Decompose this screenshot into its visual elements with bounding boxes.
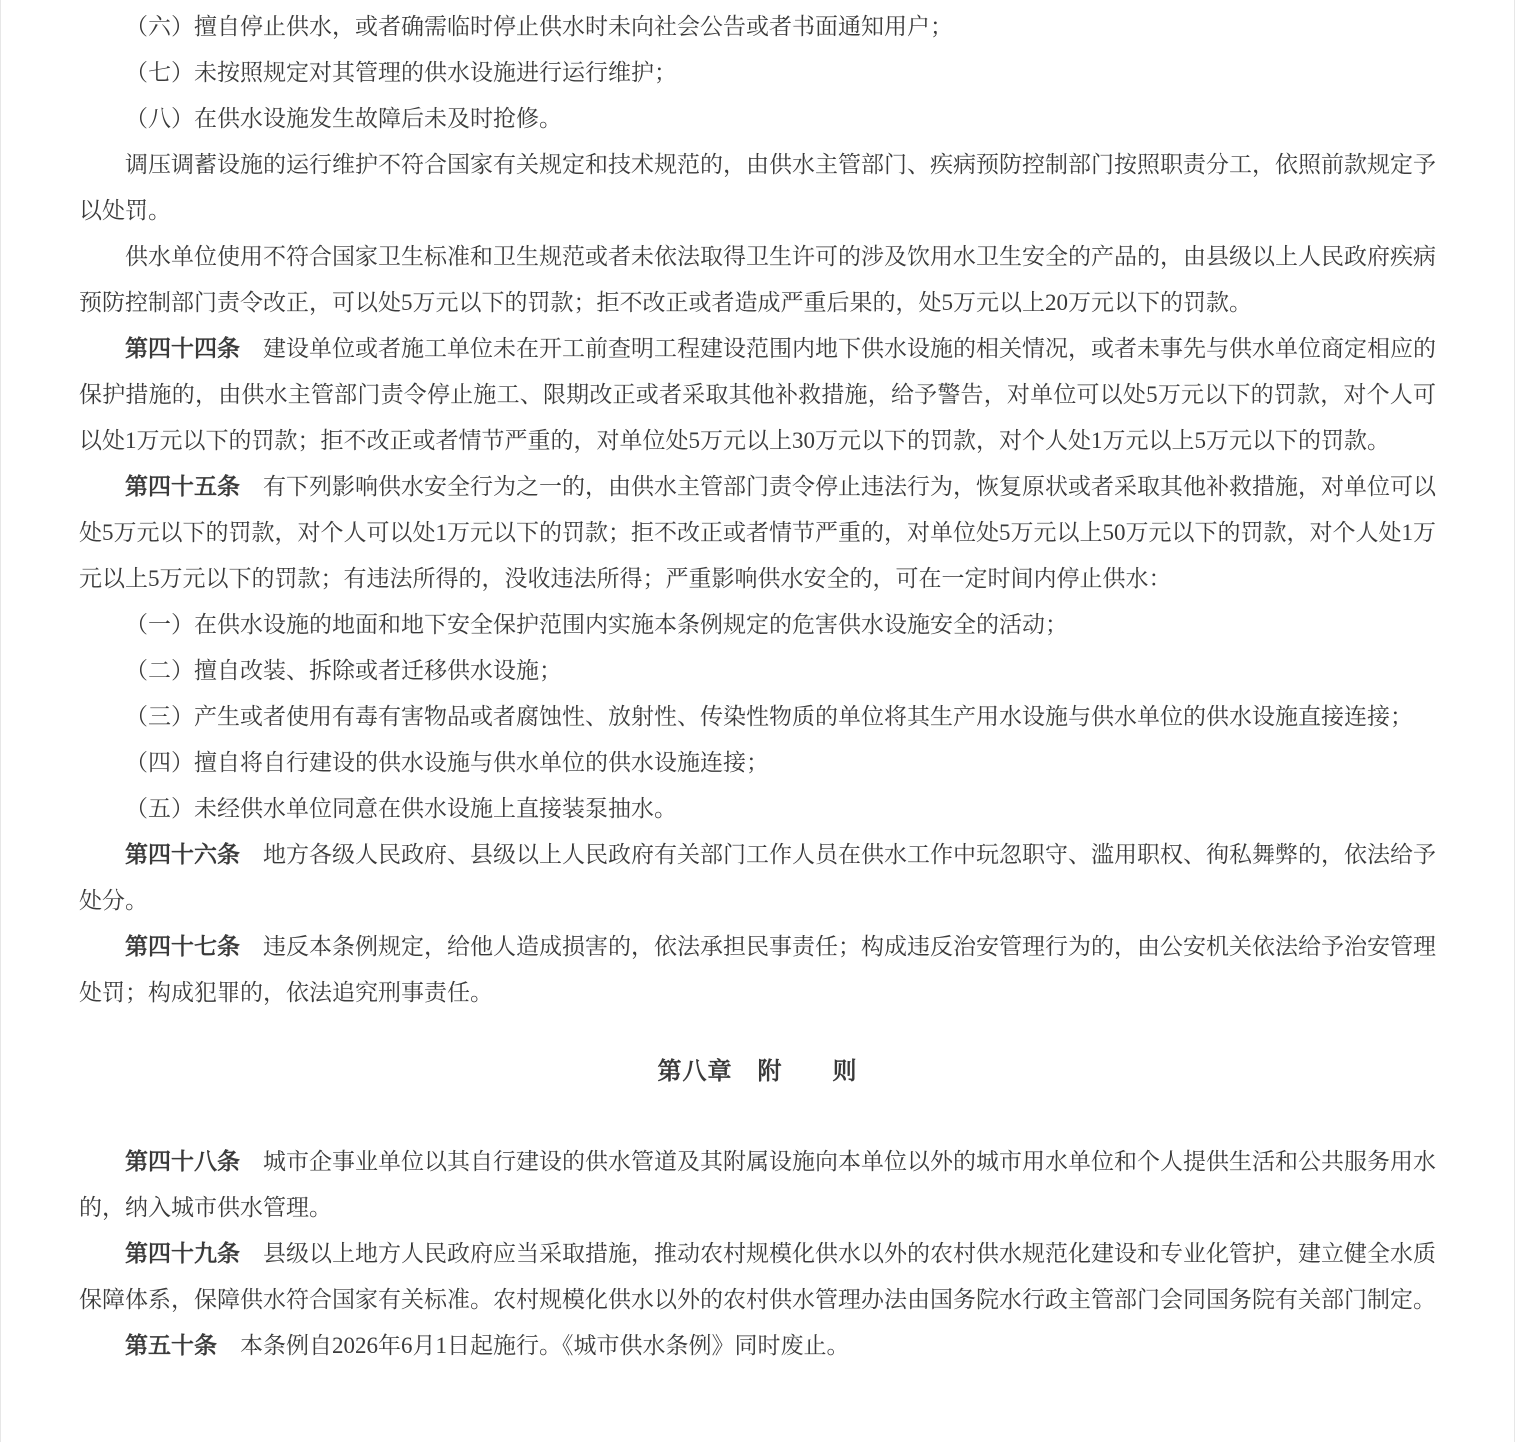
paragraph-text: （一）在供水设施的地面和地下安全保护范围内实施本条例规定的危害供水设施安全的活动； xyxy=(125,612,1068,637)
paragraph-text: 有下列影响供水安全行为之一的，由供水主管部门责令停止违法行为，恢复原状或者采取其他补救措施，对单位可以处5万元以下的罚款，对个人可以处1万元以下的罚款；拒不改正或者情节严重的，对单位处5万元以上50万元以下的罚款，对个人处1万元以上5万元以下的罚款；有违法所得的，没收违法所得；严重影响供水安全的，可在一定时间内停止供水： xyxy=(79,474,1436,591)
list-item-5 xyxy=(79,786,1436,832)
article-48 xyxy=(79,1139,1436,1231)
list-item-3 xyxy=(79,694,1436,740)
article-44 xyxy=(79,326,1436,464)
article-number: 第四十四条 xyxy=(125,336,240,361)
paragraph-text: （七）未按照规定对其管理的供水设施进行运行维护； xyxy=(125,60,677,85)
article-47 xyxy=(79,924,1436,1016)
list-item-8 xyxy=(79,96,1436,142)
paragraph-text: 违反本条例规定，给他人造成损害的，依法承担民事责任；构成违反治安管理行为的，由公安机关依法给予治安管理处罚；构成犯罪的，依法追究刑事责任。 xyxy=(79,934,1436,1005)
article-number: 第四十九条 xyxy=(125,1240,240,1266)
paragraph-text: 建设单位或者施工单位未在开工前查明工程建设范围内地下供水设施的相关情况，或者未事先与供水单位商定相应的保护措施的，由供水主管部门责令停止施工、限期改正或者采取其他补救措施，给予警告，对单位可以处5万元以下的罚款，对个人可以处1万元以下的罚款；拒不改正或者情节严重的，对单位处5万元以上30万元以下的罚款，对个人处1万元以上5万元以下的罚款。 xyxy=(79,336,1436,453)
list-item-7 xyxy=(79,50,1436,96)
article-number: 第四十八条 xyxy=(125,1148,240,1174)
article-49 xyxy=(79,1231,1436,1323)
paragraph-text: （六）擅自停止供水，或者确需临时停止供水时未向社会公告或者书面通知用户； xyxy=(125,14,953,39)
list-item-6 xyxy=(79,4,1436,50)
list-item-2 xyxy=(79,648,1436,694)
paragraph-text: （五）未经供水单位同意在供水设施上直接装泵抽水。 xyxy=(125,796,677,821)
paragraph-text: 本条例自2026年6月1日起施行。《城市供水条例》同时废止。 xyxy=(217,1332,850,1358)
article-number: 第四十五条 xyxy=(125,474,240,499)
chapter-heading: 第八章 附 则 xyxy=(657,1059,858,1085)
regulation-text-body xyxy=(79,4,1436,1369)
paragraph-text: （四）擅自将自行建设的供水设施与供水单位的供水设施连接； xyxy=(125,750,769,775)
paragraph-text: 县级以上地方人民政府应当采取措施，推动农村规模化供水以外的农村供水规范化建设和专业化管护，建立健全水质保障体系，保障供水符合国家有关标准。农村规模化供水以外的农村供水管理办法由国务院水行政主管部门会同国务院有关部门制定。 xyxy=(79,1240,1436,1312)
article-50 xyxy=(79,1323,1436,1369)
paragraph-text: 城市企事业单位以其自行建设的供水管道及其附属设施向本单位以外的城市用水单位和个人提供生活和公共服务用水的，纳入城市供水管理。 xyxy=(79,1148,1436,1220)
paragraph-text: 地方各级人民政府、县级以上人民政府有关部门工作人员在供水工作中玩忽职守、滥用职权、徇私舞弊的，依法给予处分。 xyxy=(79,842,1436,913)
paragraph-text: （八）在供水设施发生故障后未及时抢修。 xyxy=(125,106,562,131)
article-number: 第四十六条 xyxy=(125,842,240,867)
paragraph-text: （三）产生或者使用有毒有害物品或者腐蚀性、放射性、传染性物质的单位将其生产用水设施与供水单位的供水设施直接连接； xyxy=(125,704,1413,729)
paragraph-text: 调压调蓄设施的运行维护不符合国家有关规定和技术规范的，由供水主管部门、疾病预防控制部门按照职责分工，依照前款规定予以处罚。 xyxy=(79,152,1436,223)
paragraph-regulation-penalty xyxy=(79,142,1436,234)
paragraph-text: （二）擅自改装、拆除或者迁移供水设施； xyxy=(125,658,562,683)
article-46 xyxy=(79,832,1436,924)
list-item-1 xyxy=(79,602,1436,648)
article-45 xyxy=(79,464,1436,602)
paragraph-text: 供水单位使用不符合国家卫生标准和卫生规范或者未依法取得卫生许可的涉及饮用水卫生安全的产品的，由县级以上人民政府疾病预防控制部门责令改正，可以处5万元以下的罚款；拒不改正或者造成严重后果的，处5万元以上20万元以下的罚款。 xyxy=(79,244,1436,315)
paragraph-hygiene-penalty xyxy=(79,234,1436,326)
article-number: 第四十七条 xyxy=(125,934,240,959)
list-item-4 xyxy=(79,740,1436,786)
article-number: 第五十条 xyxy=(125,1332,217,1358)
